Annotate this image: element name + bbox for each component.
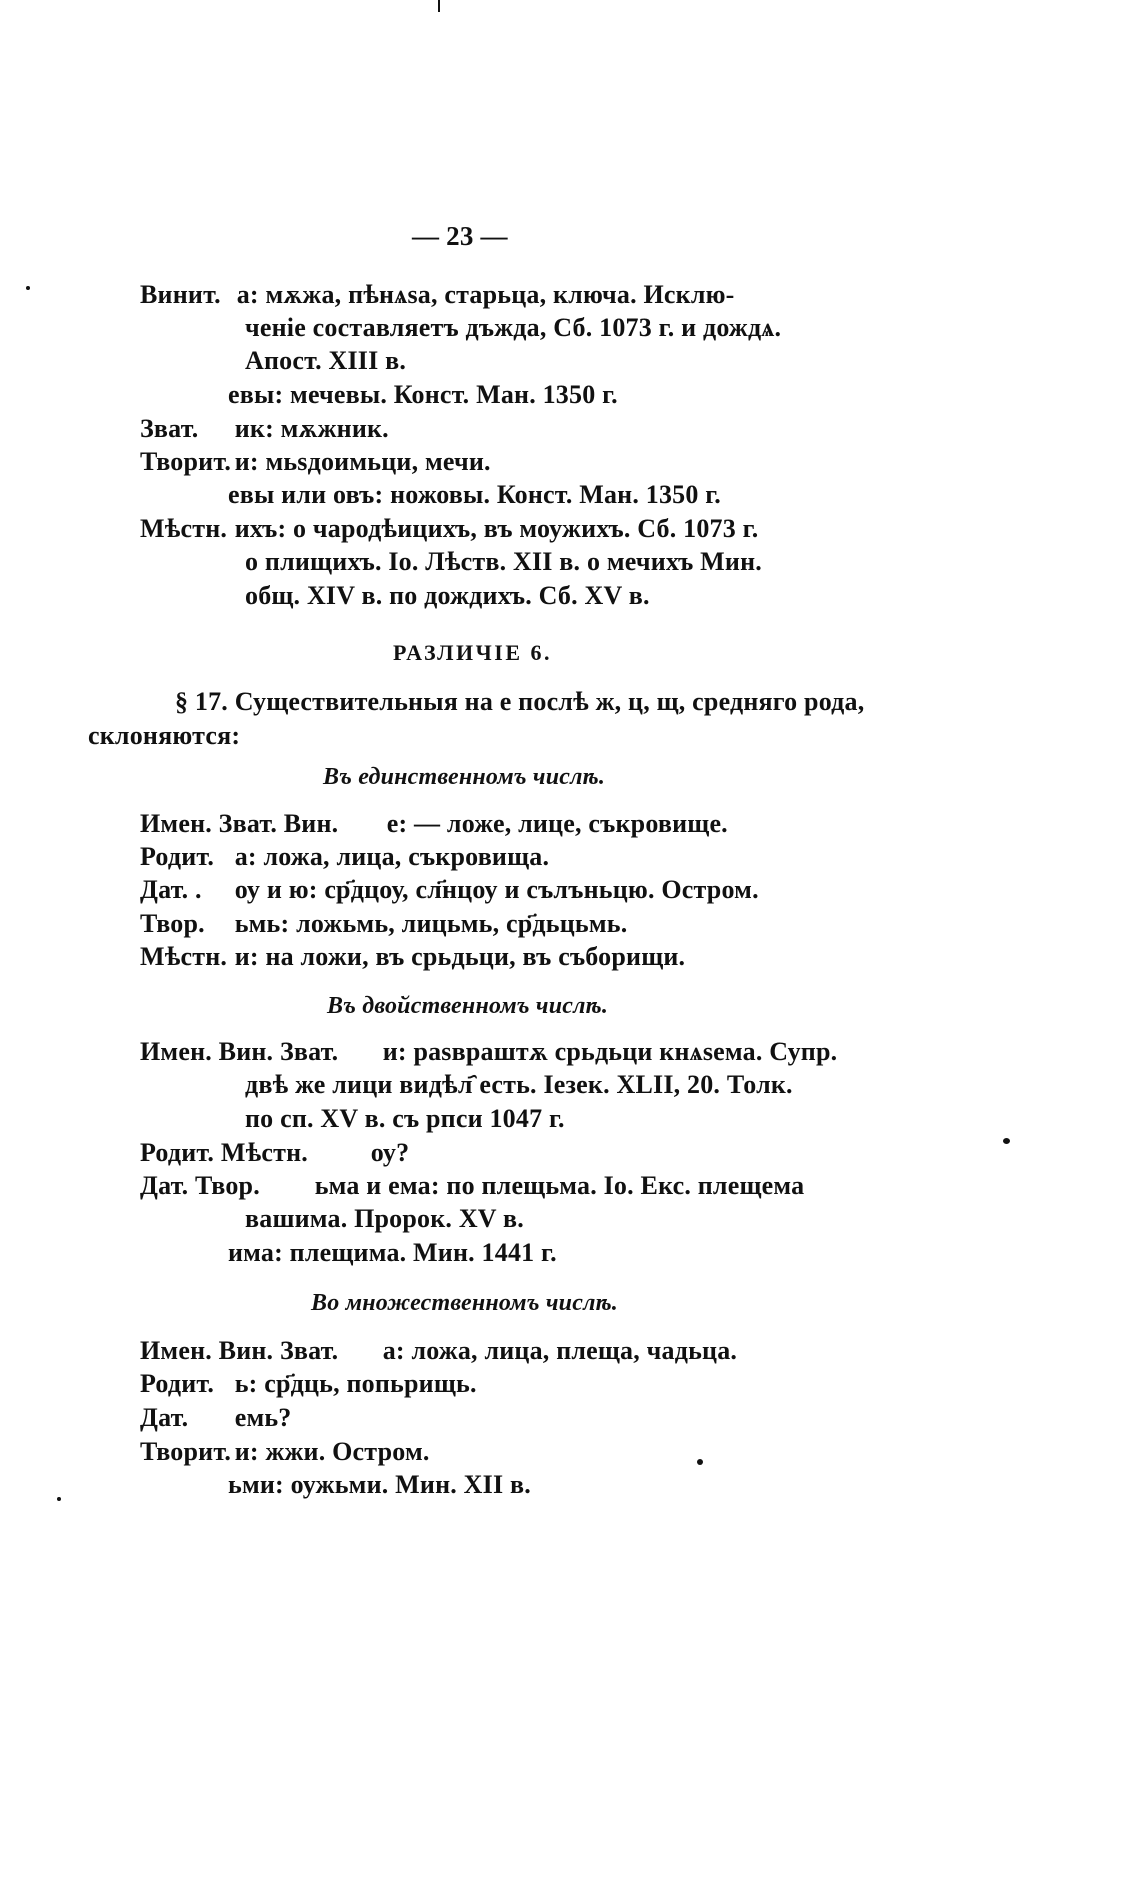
line-text: Апост. XIII в. <box>245 346 407 375</box>
scan-speck <box>26 286 30 290</box>
text-line <box>140 908 627 940</box>
line-text: евы или овъ: ножовы. Конст. Ман. 1350 г. <box>228 480 722 509</box>
text-line <box>140 1036 837 1068</box>
text-line <box>140 446 491 478</box>
text-line <box>140 1137 409 1169</box>
case-label: Имен. Вин. Зват. <box>140 1037 339 1066</box>
case-label: Имен. Вин. Зват. <box>140 1336 339 1365</box>
line-text: ченіе составляетъ дъжда, Сб. 1073 г. и дождѧ. <box>245 313 782 342</box>
scan-speck <box>57 1497 61 1501</box>
text-line <box>140 941 685 973</box>
paragraph-line-2: склоняются: <box>88 721 241 750</box>
case-label: Родит. Мѣстн. <box>140 1138 308 1167</box>
line-text: е: — ложе, лице, съкровище. <box>386 809 728 838</box>
dual-heading: Въ двойственномъ числѣ. <box>327 993 609 1019</box>
case-label: Имен. Зват. Вин. <box>140 809 339 838</box>
case-label: Родит. <box>140 842 215 871</box>
text-line <box>245 345 406 377</box>
line-text: евы: мечевы. Конст. Ман. 1350 г. <box>228 380 618 409</box>
text-line <box>140 1170 804 1202</box>
line-text: оу? <box>370 1138 410 1167</box>
text-line <box>245 1203 524 1235</box>
line-text: вашима. Пророк. XV в. <box>245 1204 524 1233</box>
text-line <box>140 874 759 906</box>
singular-heading: Въ единственномъ числѣ. <box>323 764 606 790</box>
line-text: а: ложа, лица, съкровища. <box>234 842 550 871</box>
line-text: ик: мѫжник. <box>234 414 389 443</box>
line-text: и: жжи. Остром. <box>234 1437 430 1466</box>
line-text: ьма и ема: по плещьма. Іо. Екс. плещема <box>314 1171 805 1200</box>
text-line <box>140 1436 430 1468</box>
line-text: има: плещима. Мин. 1441 г. <box>228 1238 557 1267</box>
text-line <box>228 1469 531 1501</box>
line-text: двѣ же лици видѣл҄ есть. Іезек. XLII, 20. Толк. <box>245 1070 793 1099</box>
text-line <box>245 312 781 344</box>
line-text: общ. XIV в. по дождихъ. Сб. XV в. <box>245 581 650 610</box>
case-label: Дат. <box>140 1403 189 1432</box>
text-line <box>140 841 549 873</box>
case-label: Дат. . <box>140 875 202 904</box>
case-label: Творит. <box>140 447 232 476</box>
text-line <box>140 1335 737 1367</box>
section-title: РАЗЛИЧІЕ 6. <box>393 640 552 665</box>
paragraph-line-1: § 17. Существительныя на е послѣ ж, ц, щ, средняго рода, <box>175 687 865 716</box>
line-text: и: раѕвраштѫ срьдьци кнѧѕема. Супр. <box>382 1037 838 1066</box>
text-line <box>228 379 618 411</box>
text-line <box>140 513 758 545</box>
text-line <box>228 479 721 511</box>
line-text: и: мьѕдоимьци, мечи. <box>234 447 491 476</box>
page-number: — 23 — <box>412 221 508 251</box>
scan-speck <box>1003 1138 1010 1144</box>
case-label: Дат. Твор. <box>140 1171 260 1200</box>
text-line <box>140 1402 292 1434</box>
line-text: о плищихъ. Іо. Лѣств. XII в. о мечихъ Мин. <box>245 547 762 576</box>
line-text: и: на ложи, въ срьдьци, въ съборищи. <box>234 942 686 971</box>
line-text: ихъ: о чародѣицихъ, въ моужихъ. Сб. 1073 г. <box>234 514 759 543</box>
text-line <box>140 808 728 840</box>
line-text: ь: ср҃дць, попьрищь. <box>234 1369 477 1398</box>
text-line <box>245 546 762 578</box>
case-label: Мѣстн. <box>140 942 228 971</box>
line-text: по сп. XV в. съ рпси 1047 г. <box>245 1104 565 1133</box>
text-line <box>140 413 389 445</box>
line-text: ьми: оужьми. Мин. XII в. <box>228 1470 531 1499</box>
line-text: а: ложа, лица, плеща, чадьца. <box>382 1336 738 1365</box>
case-label: Винит. <box>140 280 221 309</box>
case-label: Мѣстн. <box>140 514 228 543</box>
case-label: Родит. <box>140 1369 215 1398</box>
text-line <box>245 1069 793 1101</box>
text-line <box>245 1103 565 1135</box>
text-line <box>140 1368 477 1400</box>
case-label: Зват. <box>140 414 199 443</box>
case-label: Творит. <box>140 1437 232 1466</box>
line-text: ьмь: ложьмь, лицьмь, ср҃дьцьмь. <box>234 909 628 938</box>
case-label: Твор. <box>140 909 205 938</box>
line-text: емь? <box>234 1403 292 1432</box>
text-line <box>245 580 650 612</box>
line-text: а: мѫжа, пѣнѧѕа, старьца, ключа. Исклю- <box>236 280 735 309</box>
scan-speck <box>697 1459 703 1465</box>
text-line <box>228 1237 557 1269</box>
plural-heading: Во множественномъ числѣ. <box>311 1290 618 1316</box>
scan-speck <box>438 0 440 12</box>
text-line <box>140 279 735 311</box>
line-text: оу и ю: ср҃дцоу, сл҃нцоу и сълъньцю. Остром. <box>234 875 759 904</box>
